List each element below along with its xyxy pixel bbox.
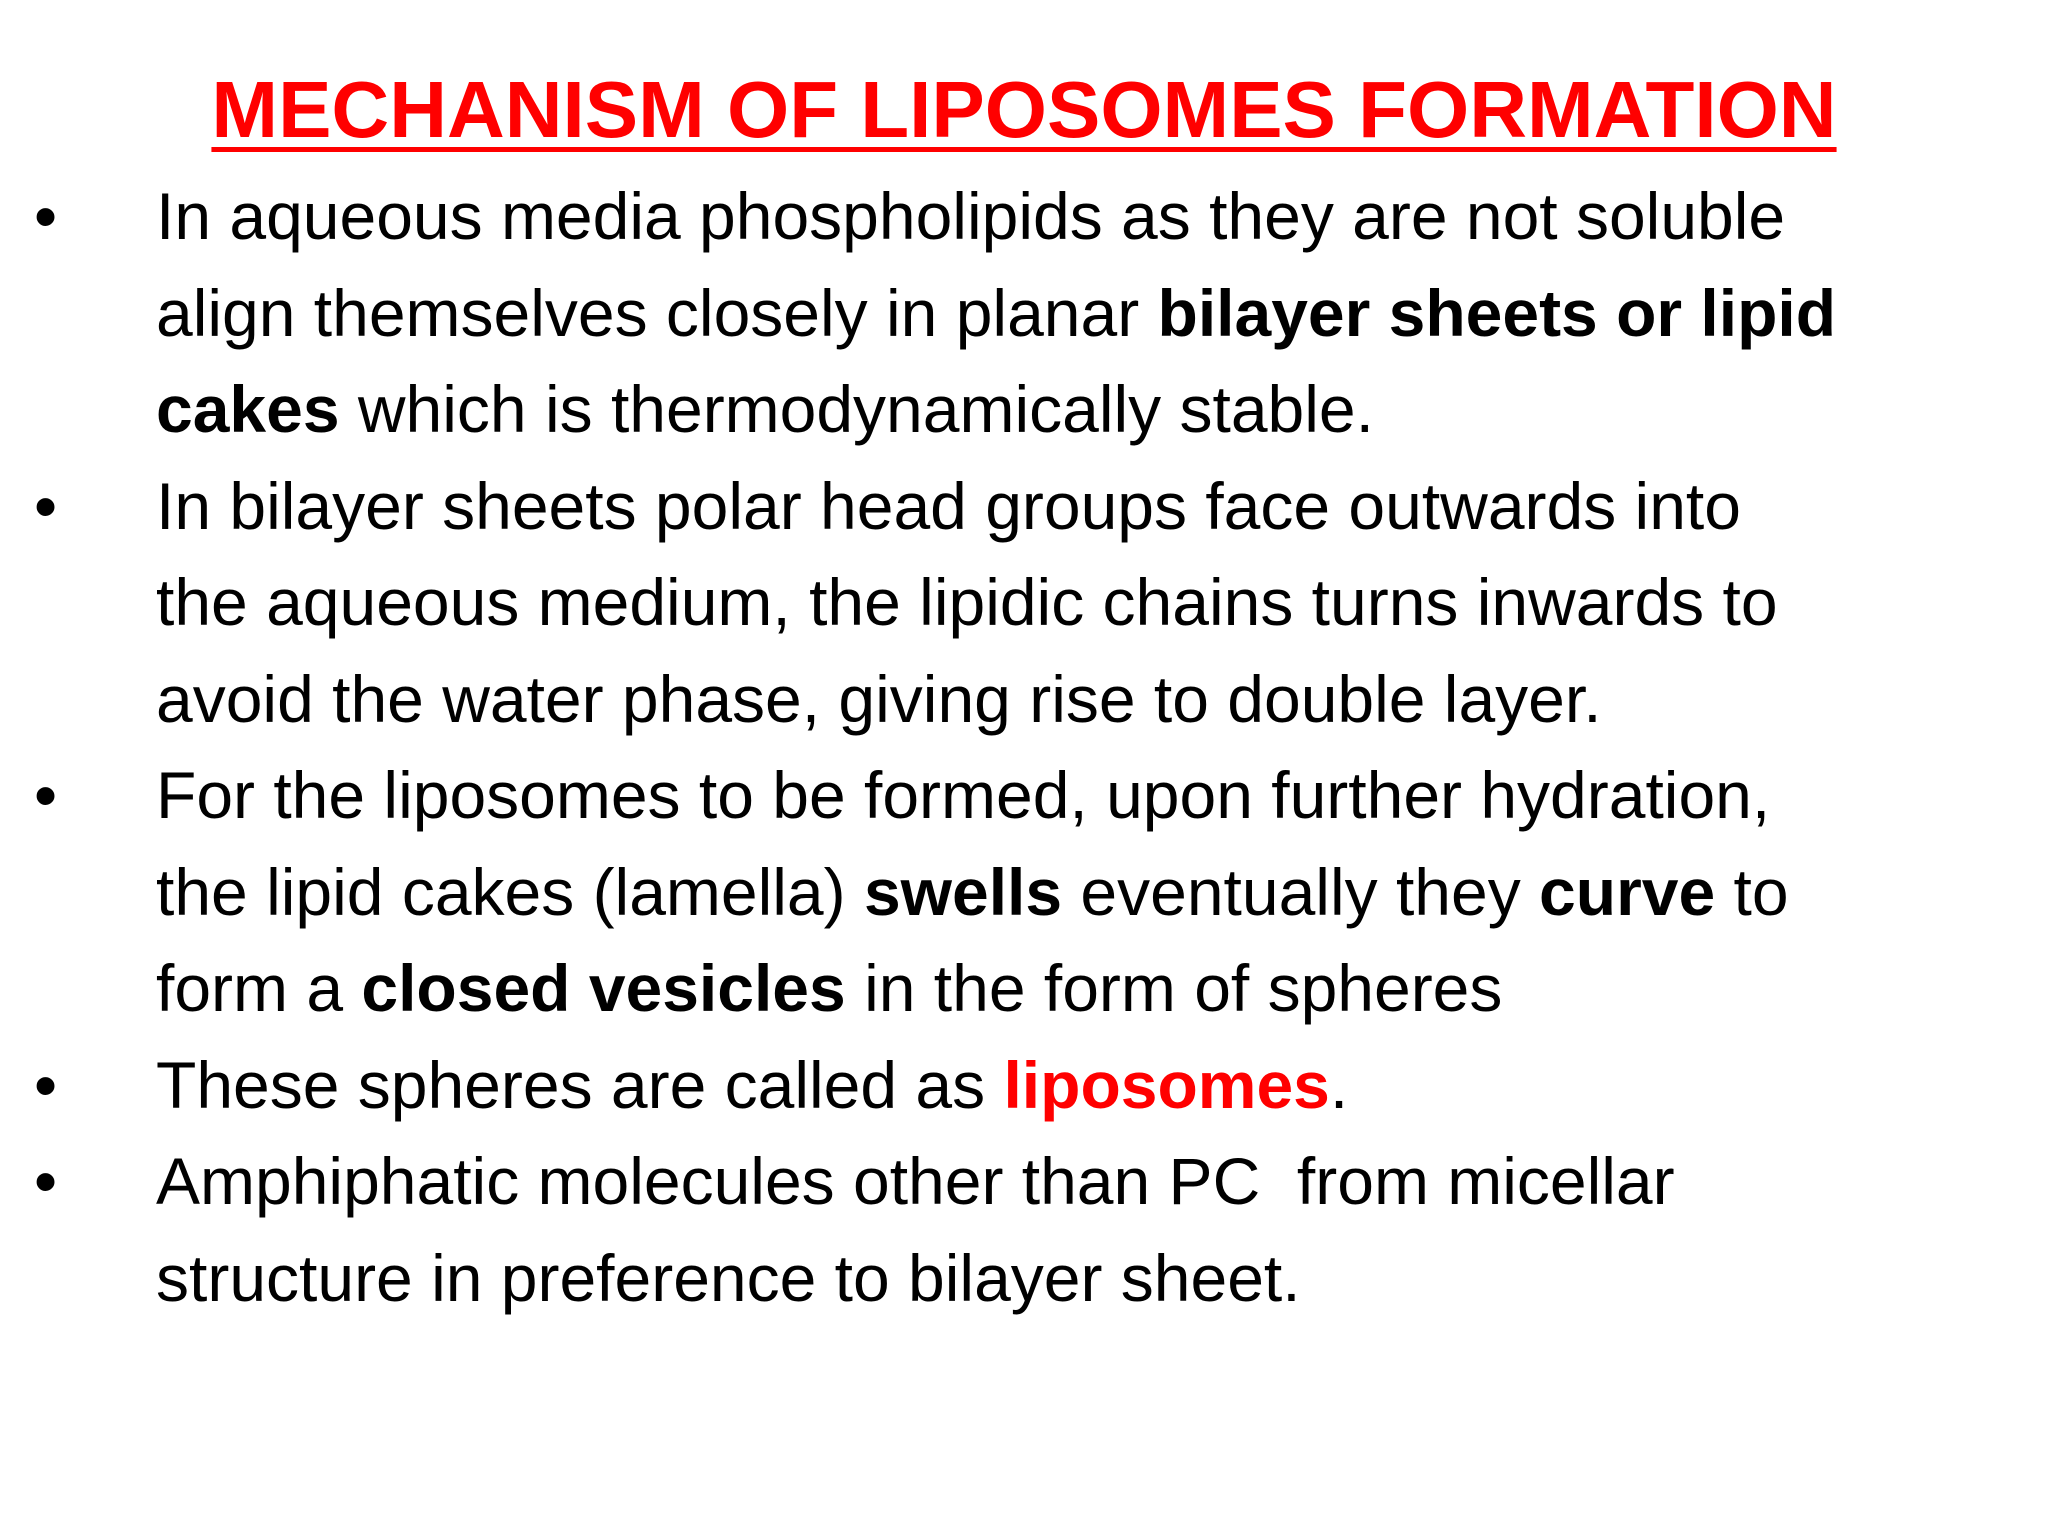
bullet-text-3 — [156, 747, 2036, 1037]
bullet-4-line-1a: These spheres are called as — [156, 1047, 1004, 1122]
bullet-item-2 — [0, 458, 2048, 748]
bullet-1-line-1: In aqueous media phospholipids as they are not soluble — [156, 179, 1786, 253]
bullet-item-3 — [0, 747, 2048, 1037]
bullet-item-1 — [0, 168, 2048, 458]
bullet-4-emphasis-liposomes: liposomes — [1003, 1047, 1330, 1122]
bullet-3-line-2c: eventually they — [1062, 854, 1540, 929]
bullet-1-emphasis-bilayer: bilayer sheets or lipid — [1157, 275, 1837, 350]
bullet-3-line-2e: to — [1715, 854, 1789, 929]
bullet-item-5 — [0, 1133, 2048, 1326]
bullet-dot-icon: • — [34, 758, 58, 832]
bullet-1-line-2: align themselves closely in planar — [156, 275, 1158, 350]
bullet-4-line-1c: . — [1329, 1047, 1349, 1122]
bullet-2-line-2: the aqueous medium, the lipidic chains turns inwards to — [156, 565, 1778, 639]
bullet-3-line-3c: in the form of spheres — [845, 951, 1503, 1025]
bullet-text-5 — [156, 1133, 2036, 1326]
bullet-1-line-3: which is thermodynamically stable. — [339, 372, 1374, 446]
bullet-3-line-3a: form a — [156, 951, 362, 1025]
bullet-3-emphasis-swells: swells — [863, 854, 1063, 929]
bullet-5-line-2: structure in preference to bilayer sheet. — [156, 1240, 1301, 1315]
bullet-item-4 — [0, 1037, 2048, 1134]
bullet-text-2 — [156, 458, 2036, 748]
bullet-dot-icon: • — [34, 468, 58, 543]
slide-title-text: MECHANISM OF LIPOSOMES FORMATION — [211, 65, 1837, 154]
bullet-dot-icon: • — [34, 1144, 58, 1218]
bullet-3-emphasis-curve: curve — [1539, 854, 1716, 929]
bullet-3-line-1: For the liposomes to be formed, upon further hydration, — [156, 758, 1771, 832]
bullet-1-emphasis-cakes: cakes — [156, 372, 340, 446]
bullet-text-1 — [156, 168, 2036, 458]
bullet-dot-icon: • — [34, 1047, 58, 1122]
bullet-5-line-1: Amphiphatic molecules other than PC from micellar — [156, 1144, 1675, 1218]
bullet-list — [0, 168, 2048, 1326]
slide-title — [0, 62, 2048, 158]
bullet-3-emphasis-closed-vesicles: closed vesicles — [361, 951, 846, 1025]
bullet-dot-icon: • — [34, 179, 58, 253]
bullet-2-line-3: avoid the water phase, giving rise to double layer. — [156, 661, 1602, 736]
bullet-3-line-2a: the lipid cakes (lamella) — [156, 854, 864, 929]
bullet-text-4 — [156, 1037, 2036, 1134]
bullet-2-line-1: In bilayer sheets polar head groups face outwards into — [156, 468, 1741, 543]
